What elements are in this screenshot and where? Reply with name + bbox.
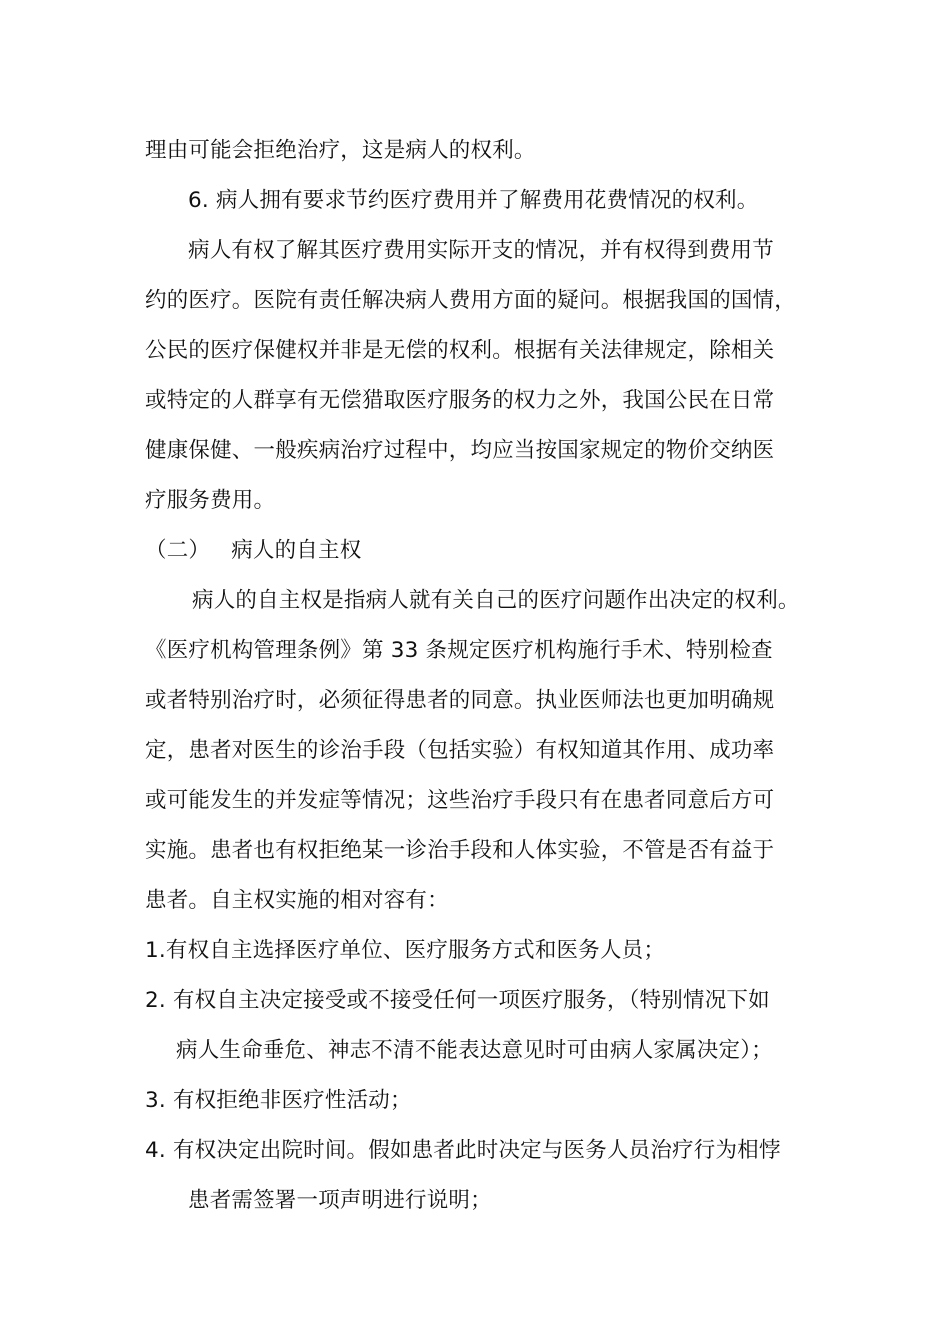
text-line: 或者特别治疗时，必须征得患者的同意。执业医师法也更加明确规 (145, 688, 775, 713)
text-line: 约的医疗。医院有责任解决病人费用方面的疑问。根据我国的国情， (145, 288, 797, 313)
section-heading: （二） 病人的自主权 (145, 538, 362, 563)
text-line: 理由可能会拒绝治疗，这是病人的权利。 (145, 138, 536, 163)
text-line: 病人的自主权是指病人就有关自己的医疗问题作出决定的权利。 (192, 588, 800, 613)
text-line: 或可能发生的并发症等情况；这些治疗手段只有在患者同意后方可 (145, 788, 775, 813)
text-line: 或特定的人群享有无偿猎取医疗服务的权力之外，我国公民在日常 (145, 388, 775, 413)
list-item-continuation: 病人生命垂危、神志不清不能表达意见时可由病人家属决定）； (176, 1038, 773, 1063)
text-line: 健康保健、一般疾病治疗过程中，均应当按国家规定的物价交纳医 (145, 438, 775, 463)
text-line: 病人有权了解其医疗费用实际开支的情况，并有权得到费用节 (188, 238, 774, 263)
list-item: 1.有权自主选择医疗单位、医疗服务方式和医务人员； (145, 938, 666, 963)
text-line: 患者。自主权实施的相对容有： (145, 888, 449, 913)
text-line: 《医疗机构管理条例》第 33 条规定医疗机构施行手术、特别检查 (145, 638, 773, 663)
text-line: 实施。患者也有权拒绝某一诊治手段和人体实验，不管是否有益于 (145, 838, 775, 863)
text-line: 6. 病人拥有要求节约医疗费用并了解费用花费情况的权利。 (188, 188, 759, 213)
text-line: 定，患者对医生的诊治手段（包括实验）有权知道其作用、成功率 (145, 738, 775, 763)
list-item-continuation: 患者需签署一项声明进行说明； (188, 1188, 492, 1213)
text-line: 疗服务费用。 (145, 488, 276, 513)
list-item: 4. 有权决定出院时间。假如患者此时决定与医务人员治疗行为相悖 (145, 1138, 781, 1163)
list-item: 3. 有权拒绝非医疗性活动； (145, 1088, 412, 1113)
list-item: 2. 有权自主决定接受或不接受任何一项医疗服务，（特别情况下如 (145, 988, 770, 1013)
text-line: 公民的医疗保健权并非是无偿的权利。根据有关法律规定，除相关 (145, 338, 775, 363)
